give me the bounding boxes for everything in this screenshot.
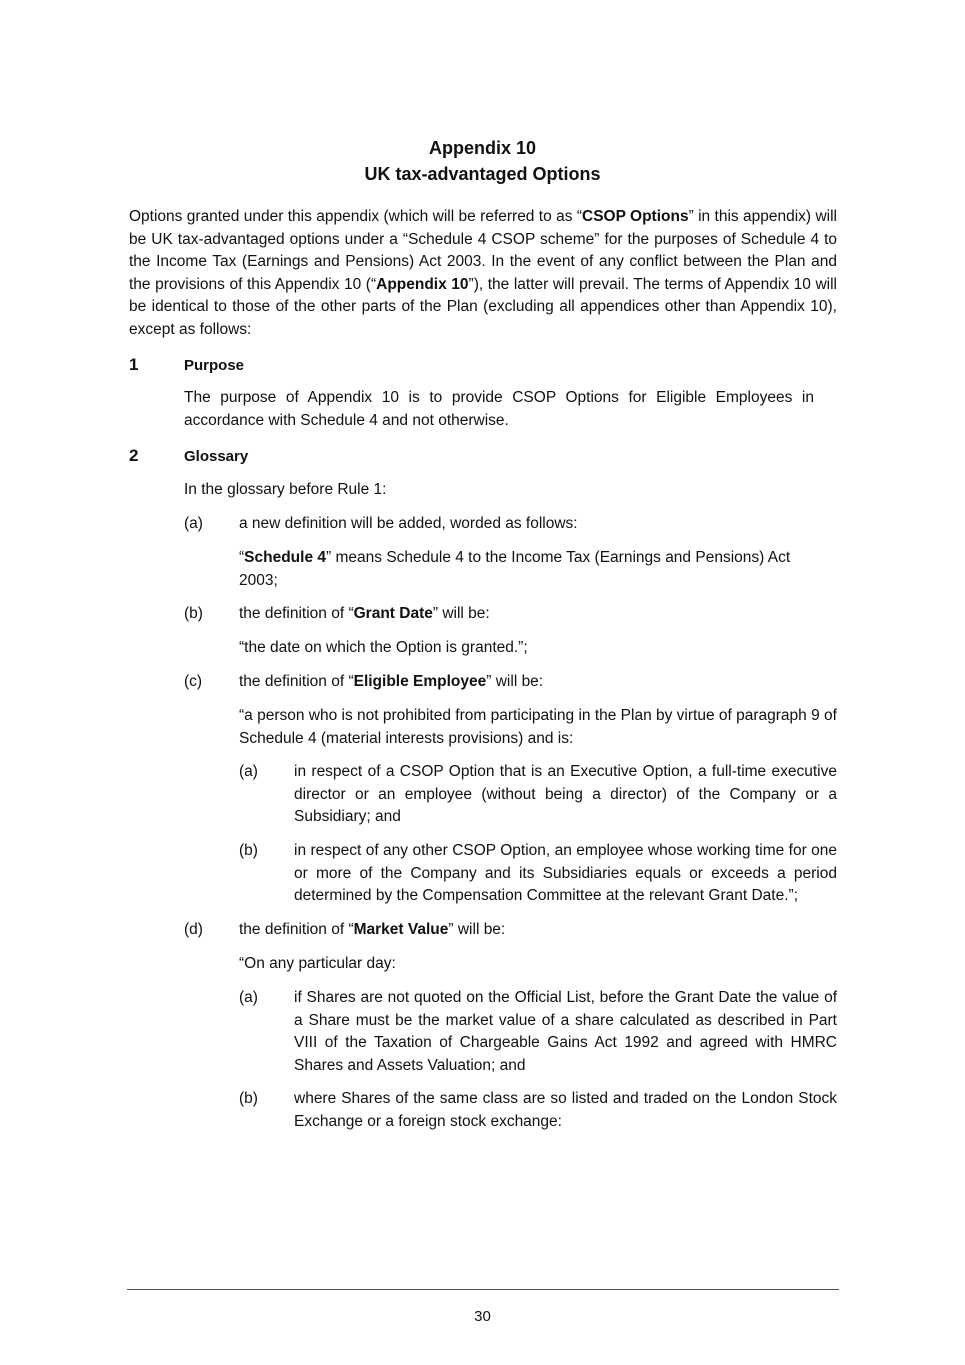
item-d-sub-a-text: if Shares are not quoted on the Official List, before the Grant Date the value of a Share must be the market value of a share calculated as described in Part VIII of the Taxation of Chargeable Gains Act 1992 and agreed with HMRC Shares and Assets Valuation; and — [294, 989, 837, 1074]
term-appendix-10: Appendix 10 — [376, 275, 469, 293]
term-schedule-4: Schedule 4 — [244, 549, 327, 566]
item-d-sub-a-label: (a) — [239, 989, 258, 1006]
section-2-heading: Glossary — [184, 448, 249, 465]
intro-paragraph: Options granted under this appendix (which will be referred to as “CSOP Options” in this appendix) will be UK tax-advantaged options under a “Schedule 4 CSOP scheme” for the purposes of Schedule 4 to the Income Tax (Earnings and Pensions) Act 2003. In the event of any conflict between the Plan and the provisions of this Appendix 10 (“Appendix 10”), the latter will prevail. The terms of Appendix 10 will be identical to those of the other parts of the Plan (excluding all appendices other than Appendix 10), except as follows: — [129, 208, 837, 338]
item-c-sub-b-label: (b) — [239, 842, 258, 859]
schedule-4-definition: “Schedule 4” means Schedule 4 to the Income Tax (Earnings and Pensions) Act 2003; — [239, 549, 791, 589]
item-a-text: a new definition will be added, worded as follows: — [239, 515, 578, 532]
appendix-title: Appendix 10 — [428, 138, 537, 158]
item-c-label: (c) — [184, 673, 203, 690]
item-a-label: (a) — [184, 515, 203, 532]
appendix-subtitle: UK tax-advantaged Options — [364, 164, 601, 184]
term-market-value: Market Value — [353, 921, 449, 938]
item-b-label: (b) — [184, 605, 203, 622]
section-1-heading: Purpose — [184, 357, 245, 374]
page-number: 30 — [474, 1308, 491, 1325]
item-c-sub-b-text: in respect of any other CSOP Option, an employee whose working time for one or more of the Company and its Subsidiaries equals or exceeds a period determined by the Compensation Committee at the relevant Grant Date.”; — [294, 842, 837, 904]
section-1-number: 1 — [129, 355, 139, 374]
item-b-text: the definition of “Grant Date” will be: — [239, 605, 490, 622]
section-2-number: 2 — [129, 446, 139, 465]
section-2-lead: In the glossary before Rule 1: — [184, 481, 387, 498]
item-d-label: (d) — [184, 921, 203, 938]
eligible-employee-definition: “a person who is not prohibited from participating in the Plan by virtue of paragraph 9 of Schedule 4 (material interests provisions) and is: — [239, 707, 837, 747]
grant-date-definition: “the date on which the Option is granted.”; — [239, 639, 528, 656]
footer-divider — [127, 1289, 839, 1290]
item-c-sub-a-label: (a) — [239, 763, 258, 780]
term-csop-options: CSOP Options — [582, 208, 689, 225]
term-grant-date: Grant Date — [353, 605, 433, 622]
market-value-definition: “On any particular day: — [239, 955, 396, 972]
item-c-sub-a-text: in respect of a CSOP Option that is an Executive Option, a full-time executive director or an employee (without being a director) of the Company or a Subsidiary; and — [294, 763, 837, 825]
item-d-sub-b-text: where Shares of the same class are so listed and traded on the London Stock Exchange or a foreign stock exchange: — [294, 1090, 837, 1130]
term-eligible-employee: Eligible Employee — [353, 673, 487, 690]
item-d-sub-b-label: (b) — [239, 1090, 258, 1107]
item-d-text: the definition of “Market Value” will be: — [239, 921, 506, 938]
section-1-text: The purpose of Appendix 10 is to provide CSOP Options for Eligible Employees in accordance with Schedule 4 and not otherwise. — [184, 389, 814, 429]
item-c-text: the definition of “Eligible Employee” will be: — [239, 673, 544, 690]
